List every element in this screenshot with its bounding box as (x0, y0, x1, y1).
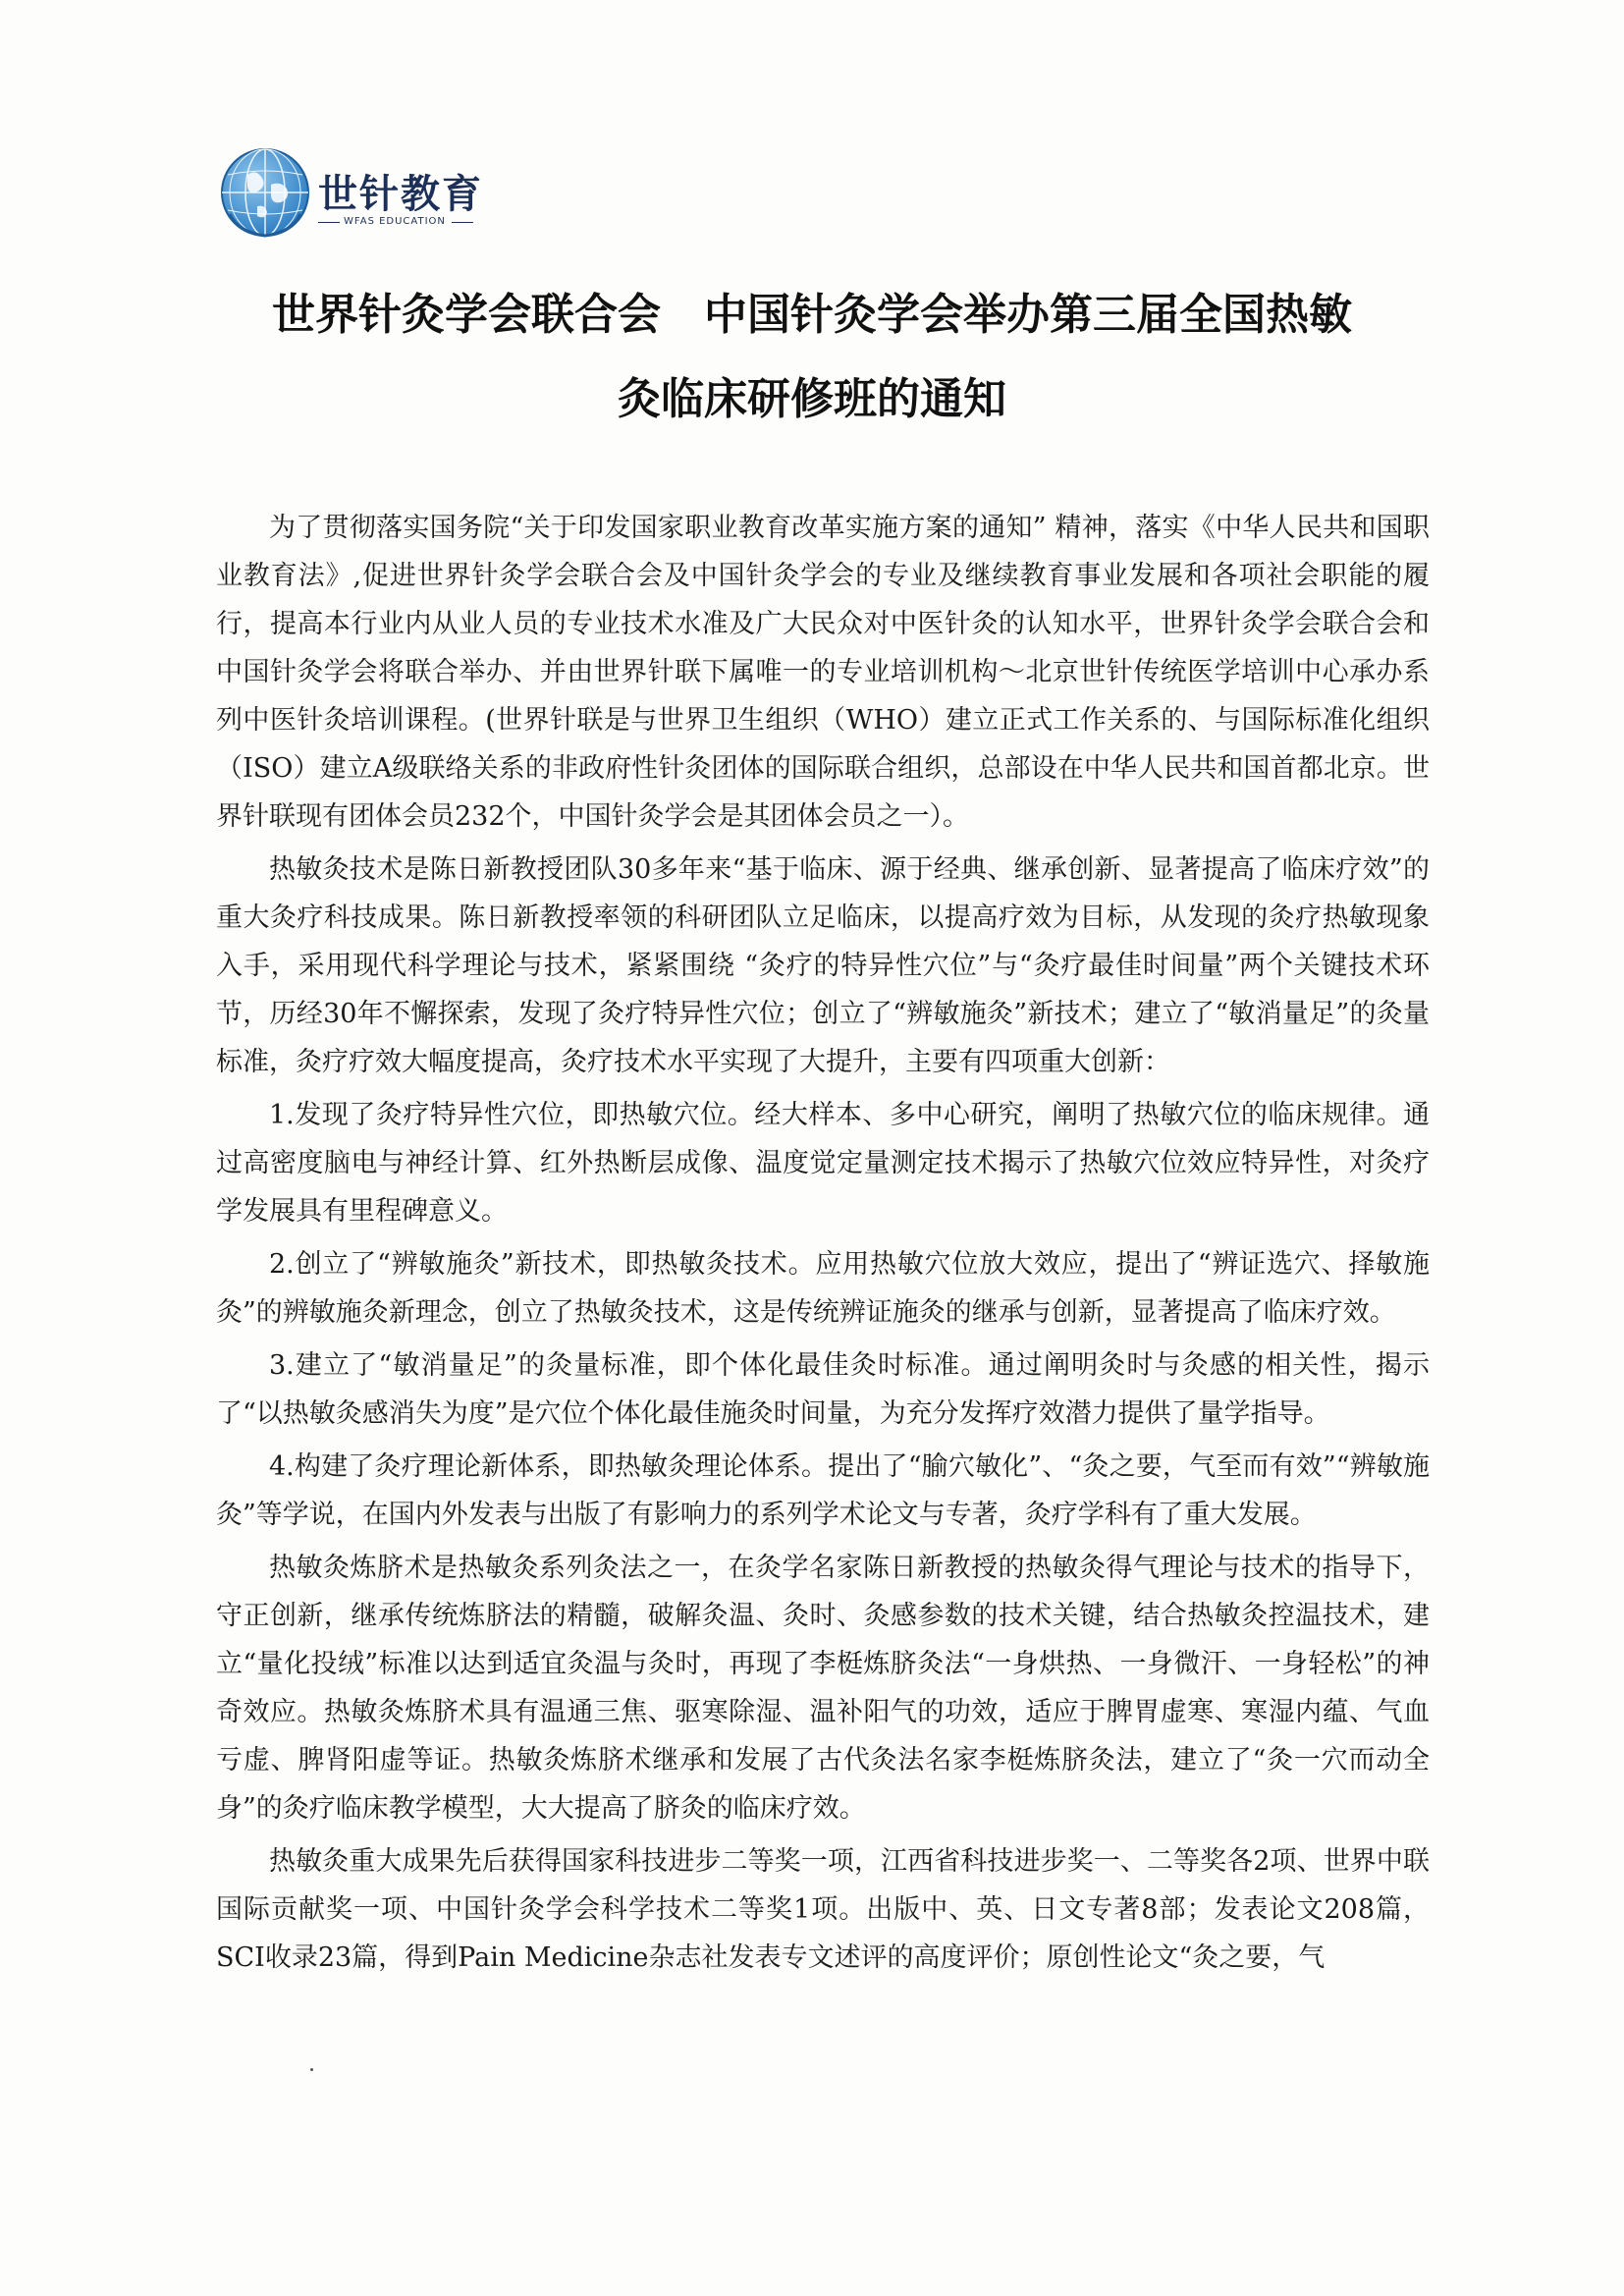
paragraph-thermal-moxibustion-intro: 热敏灸技术是陈日新教授团队30多年来“基于临床、源于经典、继承创新、显著提高了临床疗效”的重大灸疗科技成果。陈日新教授率领的科研团队立足临床，以提高疗效为目标，从发现的灸疗热敏现象入手，采用现代科学理论与技术，紧紧围绕 “灸疗的特异性穴位”与“灸疗最佳时间量”两个关键技术环节，历经30年不懈探索，发现了灸疗特异性穴位；创立了“辨敏施灸”新技术；建立了“敏消量足”的灸量标准，灸疗疗效大幅度提高，灸疗技术水平实现了大提升，主要有四项重大创新： (216, 854, 1430, 1077)
notice-body (216, 504, 1430, 1987)
logo-english-name: WFAS EDUCATION (344, 216, 446, 227)
notice-title-line-2: 灸临床研修班的通知 (618, 374, 1006, 424)
paragraph-innovation-2: 2.创立了“辨敏施灸”新技术，即热敏灸技术。应用热敏穴位放大效应，提出了“辨证选穴、择敏施灸”的辨敏施灸新理念，创立了热敏灸技术，这是传统辨证施灸的继承与创新，显著提高了临床疗效。 (216, 1249, 1430, 1328)
paragraph-navel-technique: 热敏灸炼脐术是热敏灸系列灸法之一，在灸学名家陈日新教授的热敏灸得气理论与技术的指导下，守正创新，继承传统炼脐法的精髓，破解灸温、灸时、灸感参数的技术关键，结合热敏灸控温技术，建立“量化投绒”标准以达到适宜灸温与灸时，再现了李梃炼脐灸法“一身烘热、一身微汗、一身轻松”的神奇效应。热敏灸炼脐术具有温通三焦、驱寒除湿、温补阳气的功效，适应于脾胃虚寒、寒湿内蕴、气血亏虚、脾肾阳虚等证。热敏灸炼脐术继承和发展了古代灸法名家李梃炼脐灸法，建立了“灸一穴而动全身”的灸疗临床教学模型，大大提高了脐灸的临床疗效。 (216, 1553, 1430, 1824)
notice-title-line-1: 世界针灸学会联合会 中国针灸学会举办第三届全国热敏 (272, 290, 1352, 340)
wfas-education-logo (218, 145, 483, 244)
globe-laurel-icon (218, 145, 312, 240)
paragraph-innovation-3: 3.建立了“敏消量足”的灸量标准，即个体化最佳灸时标准。通过阐明灸时与灸感的相关性，揭示了“以热敏灸感消失为度”是穴位个体化最佳施灸时间量，为充分发挥疗效潜力提供了量学指导。 (216, 1350, 1430, 1429)
paragraph-innovation-4: 4.构建了灸疗理论新体系，即热敏灸理论体系。提出了“腧穴敏化”、“灸之要，气至而有效”“辨敏施灸”等学说，在国内外发表与出版了有影响力的系列学术论文与专著，灸疗学科有了重大发展。 (216, 1451, 1430, 1530)
logo-rule-right (452, 222, 473, 223)
logo-rule-left (318, 222, 340, 223)
paragraph-innovation-1: 1.发现了灸疗特异性穴位，即热敏穴位。经大样本、多中心研究，阐明了热敏穴位的临床规律。通过高密度脑电与神经计算、红外热断层成像、温度觉定量测定技术揭示了热敏穴位效应特异性，对灸疗学发展具有里程碑意义。 (216, 1100, 1430, 1227)
paragraph-background: 为了贯彻落实国务院“关于印发国家职业教育改革实施方案的通知” 精神，落实《中华人民共和国职业教育法》,促进世界针灸学会联合会及中国针灸学会的专业及继续教育事业发展和各项社会职能的履行，提高本行业内从业人员的专业技术水准及广大民众对中医针灸的认知水平，世界针灸学会联合会和中国针灸学会将联合举办、并由世界针联下属唯一的专业培训机构～北京世针传统医学培训中心承办系列中医针灸培训课程。(世界针联是与世界卫生组织（WHO）建立正式工作关系的、与国际标准化组织（ISO）建立A级联络关系的非政府性针灸团体的国际联合组织，总部设在中华人民共和国首都北京。世界针联现有团体会员232个，中国针灸学会是其团体会员之一）。 (216, 513, 1430, 832)
logo-chinese-name: 世针教育 (318, 171, 483, 217)
scan-speck (310, 2068, 313, 2071)
paragraph-awards: 热敏灸重大成果先后获得国家科技进步二等奖一项，江西省科技进步奖一、二等奖各2项、世界中联国际贡献奖一项、中国针灸学会科学技术二等奖1项。出版中、英、日文专著8部；发表论文208篇，SCI收录23篇，得到Pain Medicine杂志社发表专文述评的高度评价；原创性论文“灸之要，气 (216, 1846, 1430, 1973)
